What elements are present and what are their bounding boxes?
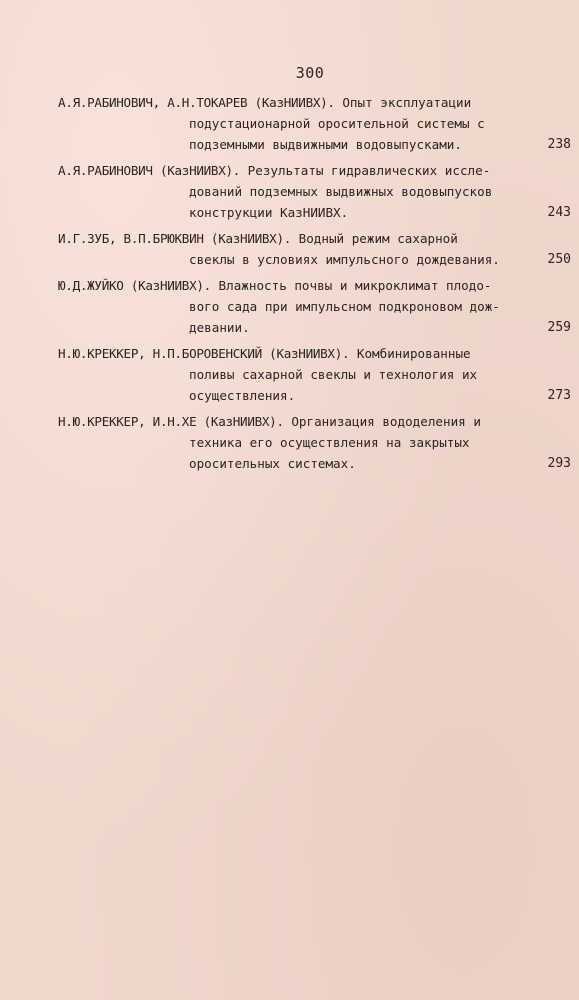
toc-entry-first-line [0,160,579,181]
toc-entry [0,160,579,223]
toc-entry-page: 243 [547,205,571,220]
toc-entry-title-text: подземными выдвижными водовыпусками. [189,137,462,152]
toc-entry-title-line: Влажность почвы и микроклимат плодо- [218,278,492,293]
page-number: 300 [295,64,325,82]
toc-entry-title-text: оросительных системах. [189,456,356,471]
toc-entry-title-line: поливы сахарной свеклы и технология их [189,367,478,382]
toc-entry-title-line-last [0,202,579,223]
toc-entry [0,92,579,155]
toc-entry [0,343,579,406]
toc-entry [0,228,579,270]
toc-entry-authors: Н.Ю.КРЕККЕР, И.Н.ХЕ (КазНИИВХ). [58,414,284,429]
toc-entry-first-line [0,275,579,296]
toc-entry-authors: А.Я.РАБИНОВИЧ (КазНИИВХ). [58,163,241,178]
toc-entry-first-line [0,92,579,113]
toc-entry-page: 293 [547,456,571,471]
toc-entry-title-text: девании. [189,320,250,335]
toc-entry-authors: И.Г.ЗУБ, В.П.БРЮКВИН (КазНИИВХ). [58,231,292,246]
toc-entry-title-line-last [0,134,579,155]
toc-entry-first-line [0,228,579,249]
toc-entry-page: 273 [547,388,571,403]
toc-entry-authors: Н.Ю.КРЕККЕР, Н.П.БОРОВЕНСКИЙ (КазНИИВХ). [58,346,350,361]
toc-entry-title-line-last [0,385,579,406]
toc-entry-page: 259 [547,320,571,335]
toc-entry-page: 238 [547,137,571,152]
toc-entry-title-line: Опыт эксплуатации [342,95,472,110]
table-of-contents [0,92,579,479]
toc-entry-title-line: Водный режим сахарной [298,231,458,246]
toc-entry-page: 250 [547,252,571,267]
toc-entry-title-line: Результаты гидравлических иссле- [247,163,491,178]
toc-entry-title-text: осуществления. [189,388,296,403]
toc-entry-title-line-last [0,317,579,338]
toc-entry-authors: А.Я.РАБИНОВИЧ, А.Н.ТОКАРЕВ (КазНИИВХ). [58,95,335,110]
toc-entry-title-text: свеклы в условиях импульсного дождевания. [189,252,500,267]
toc-entry-title-line-last [0,249,579,270]
toc-entry-title-line: подустационарной оросительной системы с [189,116,485,131]
toc-entry [0,275,579,338]
toc-entry-title-line: Комбинированные [356,346,471,361]
toc-entry-title-line: вого сада при импульсном подкроновом дож- [189,299,500,314]
toc-entry-title-line: Организация вододеления и [291,414,481,429]
toc-entry-first-line [0,411,579,432]
toc-entry [0,411,579,474]
toc-entry-title-line-last [0,453,579,474]
toc-entry-title-text: конструкции КазНИИВХ. [189,205,349,220]
toc-entry-title-line: техника его осуществления на закрытых [189,435,470,450]
toc-entry-authors: Ю.Д.ЖУЙКО (КазНИИВХ). [58,278,211,293]
toc-entry-first-line [0,343,579,364]
toc-entry-title-line: дований подземных выдвижных водовыпусков [189,184,493,199]
